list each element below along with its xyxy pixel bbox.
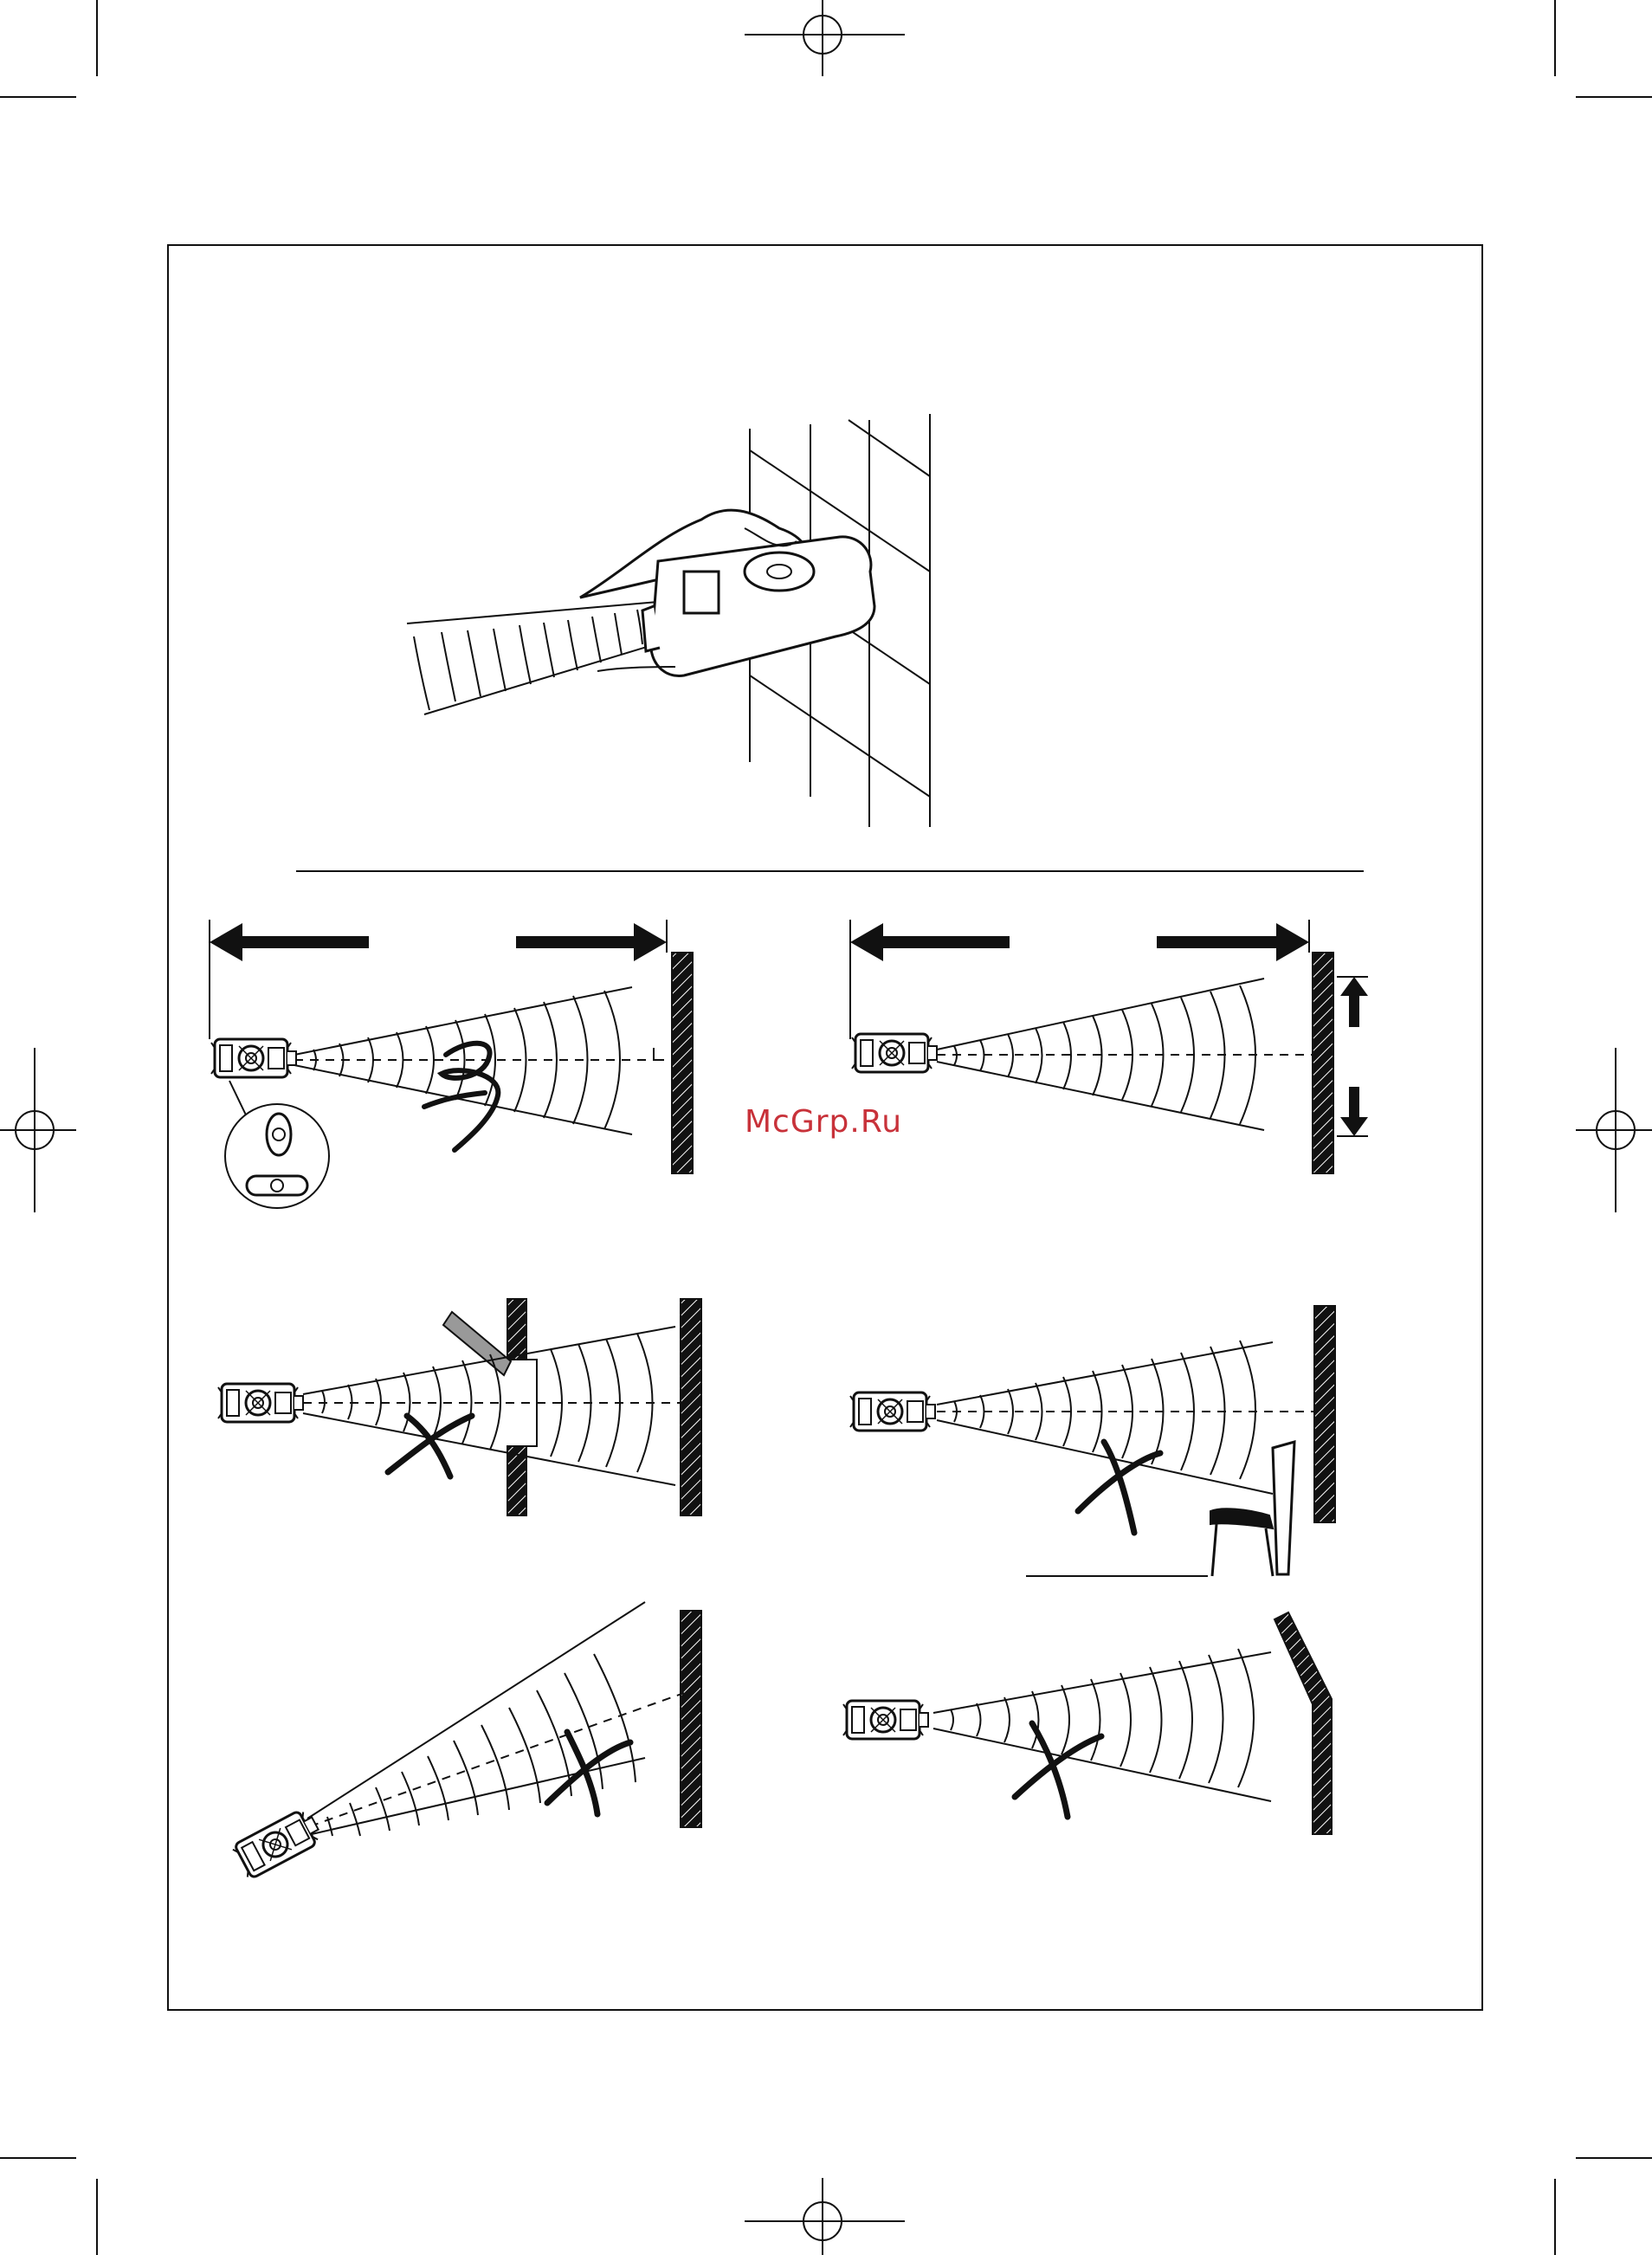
detector-icon — [231, 1806, 324, 1880]
hatched-wall — [681, 1611, 701, 1827]
registration-mark-top-icon — [745, 0, 905, 76]
hatched-wall — [681, 1299, 701, 1515]
bent-hatched-wall — [1274, 1612, 1332, 1834]
signal-beam — [294, 987, 667, 1134]
detector-icon — [850, 1392, 935, 1431]
cross-mark-icon — [1015, 1723, 1101, 1817]
figure-b — [850, 920, 1368, 1173]
distance-arrow-right-icon — [1157, 923, 1309, 961]
button-inset-icon — [225, 1104, 329, 1208]
distance-arrow-right-icon — [516, 923, 667, 961]
figure-c — [218, 1299, 701, 1515]
distance-arrow-left-icon — [210, 923, 369, 961]
top-signal-waves — [407, 602, 667, 714]
detector-icon — [218, 1384, 303, 1422]
hatched-wall-front — [507, 1299, 526, 1360]
vertical-double-arrow-icon — [1337, 977, 1368, 1136]
registration-mark-bottom-icon — [745, 2178, 905, 2255]
top-figure — [407, 414, 930, 827]
hatched-wall — [1313, 953, 1333, 1173]
hatched-wall — [672, 953, 693, 1173]
open-door-icon — [443, 1312, 511, 1375]
detector-icon — [852, 1034, 937, 1072]
chair-icon — [1210, 1442, 1294, 1576]
signal-beam — [933, 1649, 1271, 1801]
detector-icon — [211, 1039, 296, 1077]
registration-mark-left-icon — [0, 1048, 76, 1212]
hand-holding-detector-icon — [580, 510, 874, 675]
detector-icon — [843, 1701, 928, 1739]
cross-mark-icon — [388, 1416, 472, 1476]
signal-beam — [937, 979, 1312, 1130]
distance-arrow-left-icon — [850, 923, 1010, 961]
watermark-text: McGrp.Ru — [745, 1104, 903, 1140]
figure-e — [231, 1602, 701, 1880]
signal-beam — [307, 1602, 684, 1836]
registration-mark-right-icon — [1576, 1048, 1652, 1212]
figure-f — [843, 1612, 1332, 1834]
hatched-wall — [1314, 1306, 1335, 1522]
figure-a — [210, 920, 693, 1208]
figure-d — [850, 1306, 1335, 1576]
cross-mark-icon — [1078, 1442, 1160, 1533]
